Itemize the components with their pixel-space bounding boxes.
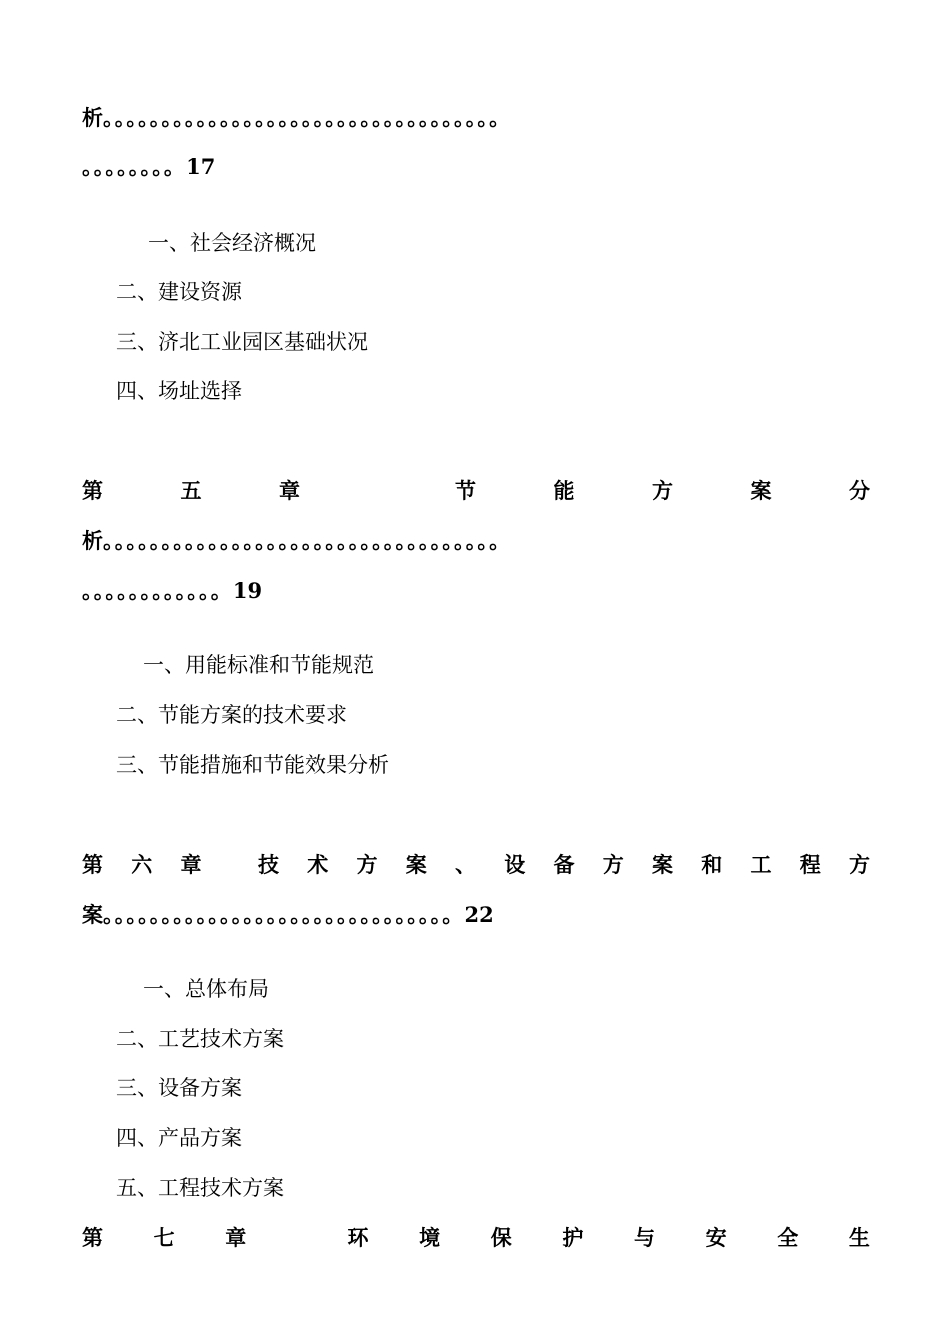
toc-ch5-char: 分 (849, 478, 870, 503)
toc-ch6-item-3[interactable]: 三、设备方案 (116, 1076, 242, 1100)
toc-ch7-title[interactable] (82, 1223, 870, 1253)
toc-ch6-char: 章 (180, 852, 202, 877)
toc-ch4-item-1[interactable]: 一、社会经济概况 (148, 231, 316, 255)
toc-ch4-leader-2: 。。。。。。。。 (82, 154, 187, 179)
toc-ch4-tail-line[interactable] (82, 103, 870, 133)
toc-ch6-item-4[interactable]: 四、产品方案 (116, 1126, 242, 1150)
toc-ch6-item-5[interactable]: 五、工程技术方案 (116, 1176, 284, 1200)
toc-ch6-title[interactable] (82, 850, 870, 880)
toc-ch4-item-4[interactable]: 四、场址选择 (116, 379, 242, 403)
toc-ch5-title[interactable] (82, 476, 870, 506)
toc-ch6-char: 方 (602, 852, 624, 877)
toc-ch7-char: 章 (225, 1225, 247, 1250)
toc-ch7-char: 第 (82, 1225, 103, 1250)
toc-ch5-char: 能 (553, 478, 575, 503)
toc-ch5-char: 第 (82, 478, 103, 503)
toc-ch5-item-2[interactable]: 二、节能方案的技术要求 (116, 703, 347, 727)
toc-ch6-char: 设 (504, 852, 526, 877)
toc-ch6-char: 备 (553, 852, 575, 877)
toc-ch4-tail: 析 (82, 105, 103, 130)
toc-ch6-item-2[interactable]: 二、工艺技术方案 (116, 1027, 284, 1051)
toc-ch5-tail-line[interactable] (82, 526, 870, 556)
toc-ch4-item-2[interactable]: 二、建设资源 (116, 280, 242, 304)
toc-ch7-char: 境 (419, 1225, 441, 1250)
toc-ch4-item-3[interactable]: 三、济北工业园区基础状况 (116, 330, 368, 354)
toc-ch5-char: 五 (180, 478, 202, 503)
toc-ch5-item-3[interactable]: 三、节能措施和节能效果分析 (116, 753, 389, 777)
toc-ch7-char: 护 (562, 1225, 584, 1250)
toc-ch6-char: 和 (701, 852, 723, 877)
toc-ch5-item-1[interactable]: 一、用能标准和节能规范 (143, 653, 374, 677)
toc-ch5-char: 方 (652, 478, 673, 503)
toc-ch5-page-number: 19 (232, 578, 263, 603)
toc-ch5-leader-1: 。。。。。。。。。。。。。。。。。。。。。。。。。。。。。。。。。。 (103, 528, 512, 553)
toc-ch7-char: 安 (705, 1225, 727, 1250)
toc-ch7-char: 与 (634, 1225, 655, 1250)
toc-ch7-char: 七 (153, 1225, 175, 1250)
toc-ch6-char: 方 (849, 852, 870, 877)
toc-ch6-char: 术 (307, 852, 329, 877)
toc-ch5-leader-2: 。。。。。。。。。。。。 (82, 578, 233, 603)
toc-ch6-char: 第 (82, 852, 103, 877)
toc-ch5-page-line[interactable] (82, 576, 870, 606)
toc-ch6-char: 六 (131, 852, 153, 877)
toc-ch4-page-number: 17 (186, 154, 216, 179)
toc-ch7-char: 生 (848, 1225, 870, 1250)
toc-ch7-char: 保 (490, 1225, 512, 1250)
toc-ch6-page-number: 22 (464, 902, 494, 927)
toc-ch5-char: 节 (455, 478, 476, 503)
toc-ch5-char: 案 (750, 478, 772, 503)
toc-ch4-leader-1: 。。。。。。。。。。。。。。。。。。。。。。。。。。。。。。。。。。 (103, 105, 512, 130)
toc-ch6-tail-line[interactable] (82, 900, 870, 930)
toc-ch6-leader: 。。。。。。。。。。。。。。。。。。。。。。。。。。。。。。 (103, 902, 465, 927)
toc-ch6-char: 方 (356, 852, 378, 877)
toc-ch7-char: 全 (777, 1225, 799, 1250)
toc-ch7-char: 环 (347, 1225, 369, 1250)
toc-ch6-item-1[interactable]: 一、总体布局 (143, 977, 269, 1001)
toc-ch6-char: 案 (652, 852, 673, 877)
toc-ch6-char: 程 (799, 852, 821, 877)
toc-ch6-char: 工 (750, 852, 772, 877)
toc-ch6-char: 、 (455, 852, 476, 877)
toc-ch6-char: 技 (258, 852, 279, 877)
toc-ch4-page-line[interactable] (82, 152, 870, 182)
toc-ch6-tail: 案 (82, 902, 103, 927)
toc-ch5-char: 章 (279, 478, 300, 503)
toc-ch5-tail: 析 (82, 528, 103, 553)
toc-ch6-char: 案 (405, 852, 427, 877)
